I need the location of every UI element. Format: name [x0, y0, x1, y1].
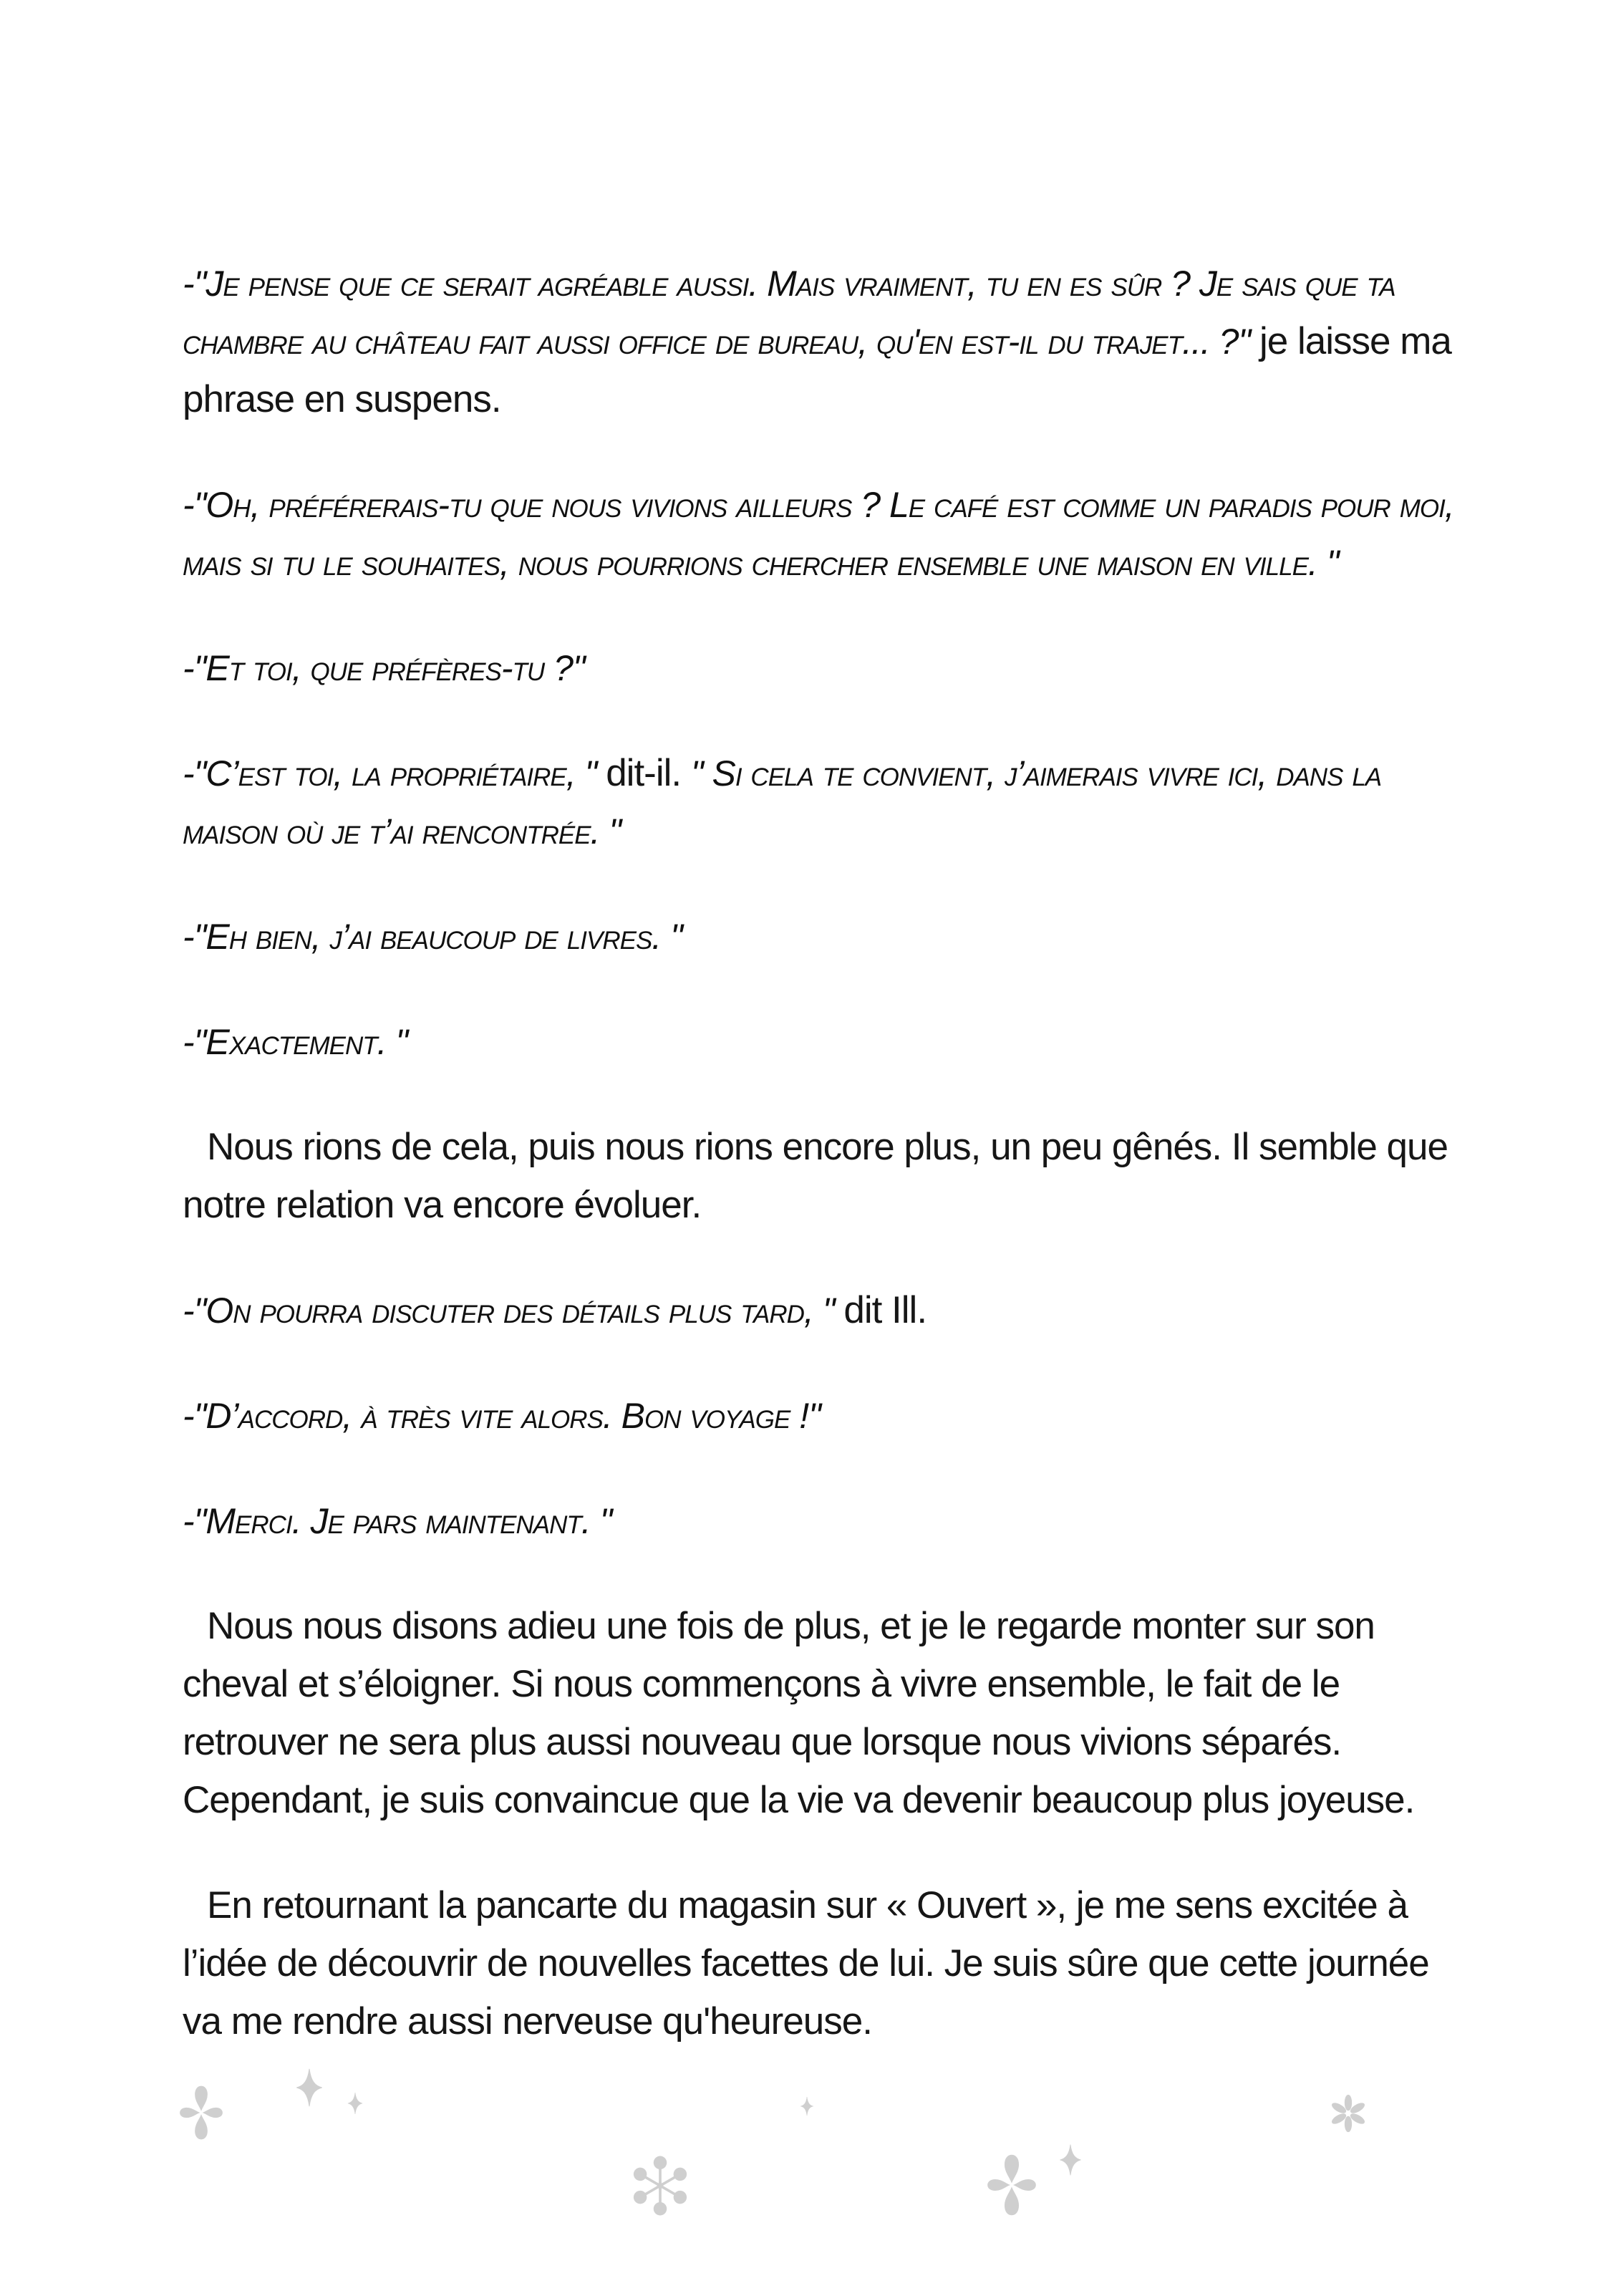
dialogue-text: -"Je pense que ce serait agréable aussi. Mais vraiment, tu en es sûr ? Je sais que ta chambre au château fait aussi office de bureau, qu'en est-il du trajet... ?" [183, 264, 1395, 362]
narration-text: Nous nous disons adieu une fois de plus, et je le regarde monter sur son cheval et s’éloigner. Si nous commençons à vivre ensemble, le fait de le retrouver ne sera plus aussi nouveau que lorsque nous vivions séparés. Cependant, je suis convaincue que la vie va devenir beaucoup plus joyeuse. [183, 1605, 1415, 1821]
narration-text: je laisse ma phrase en suspens. [183, 320, 1451, 420]
paragraph [183, 1497, 1464, 1555]
dialogue-text: -"C’est toi, la propriétaire, " [183, 753, 606, 794]
sparkle-diamond-icon [1037, 2127, 1070, 2160]
dialogue-text: " Si cela te convient, j’aimerais vivre ici, dans la maison où je t’ai rencontrée. " [183, 753, 1382, 852]
paragraph [183, 1286, 1464, 1344]
dialogue-text: -"D’accord, à très vite alors. Bon voyage !" [183, 1396, 821, 1436]
paragraph [183, 481, 1464, 597]
paragraph [183, 259, 1464, 433]
paragraph [183, 1602, 1464, 1834]
narration-text: dit-il. [606, 752, 691, 794]
dialogue-text: -"On pourra discuter des détails plus tard, " [183, 1291, 844, 1331]
snowflake-icon [600, 2126, 660, 2186]
paragraph [183, 1881, 1464, 2055]
dialogue-text: -"Oh, préférerais-tu que nous vivions ailleurs ? Le café est comme un paradis pour moi, mais si tu le souhaites, nous pourrions chercher ensemble une maison en ville. " [183, 485, 1454, 583]
dialogue-text: -"Et toi, que préfères-tu ?" [183, 648, 585, 688]
paragraph [183, 749, 1464, 865]
paragraph [183, 1018, 1464, 1076]
dialogue-text: -"Exactement. " [183, 1022, 408, 1062]
text-content [183, 259, 1464, 2103]
narration-text: Nous rions de cela, puis nous rions encore plus, un peu gênés. Il semble que notre relation va encore évoluer. [183, 1126, 1448, 1226]
paragraph [183, 1123, 1464, 1239]
paragraph [183, 912, 1464, 970]
paragraph [183, 1391, 1464, 1450]
narration-text: dit Ill. [843, 1289, 927, 1331]
paragraph [183, 644, 1464, 702]
dialogue-text: -"Eh bien, j’ai beaucoup de livres. " [183, 917, 682, 957]
narration-text: En retournant la pancarte du magasin sur « Ouvert », je me sens excitée à l’idée de découvrir de nouvelles facettes de lui. Je suis sûre que cette journée va me rendre aussi nerveuse qu'heureuse. [183, 1884, 1429, 2042]
dialogue-text: -"Merci. Je pars maintenant. " [183, 1501, 612, 1541]
sparkle-cross-icon [950, 2123, 1012, 2185]
